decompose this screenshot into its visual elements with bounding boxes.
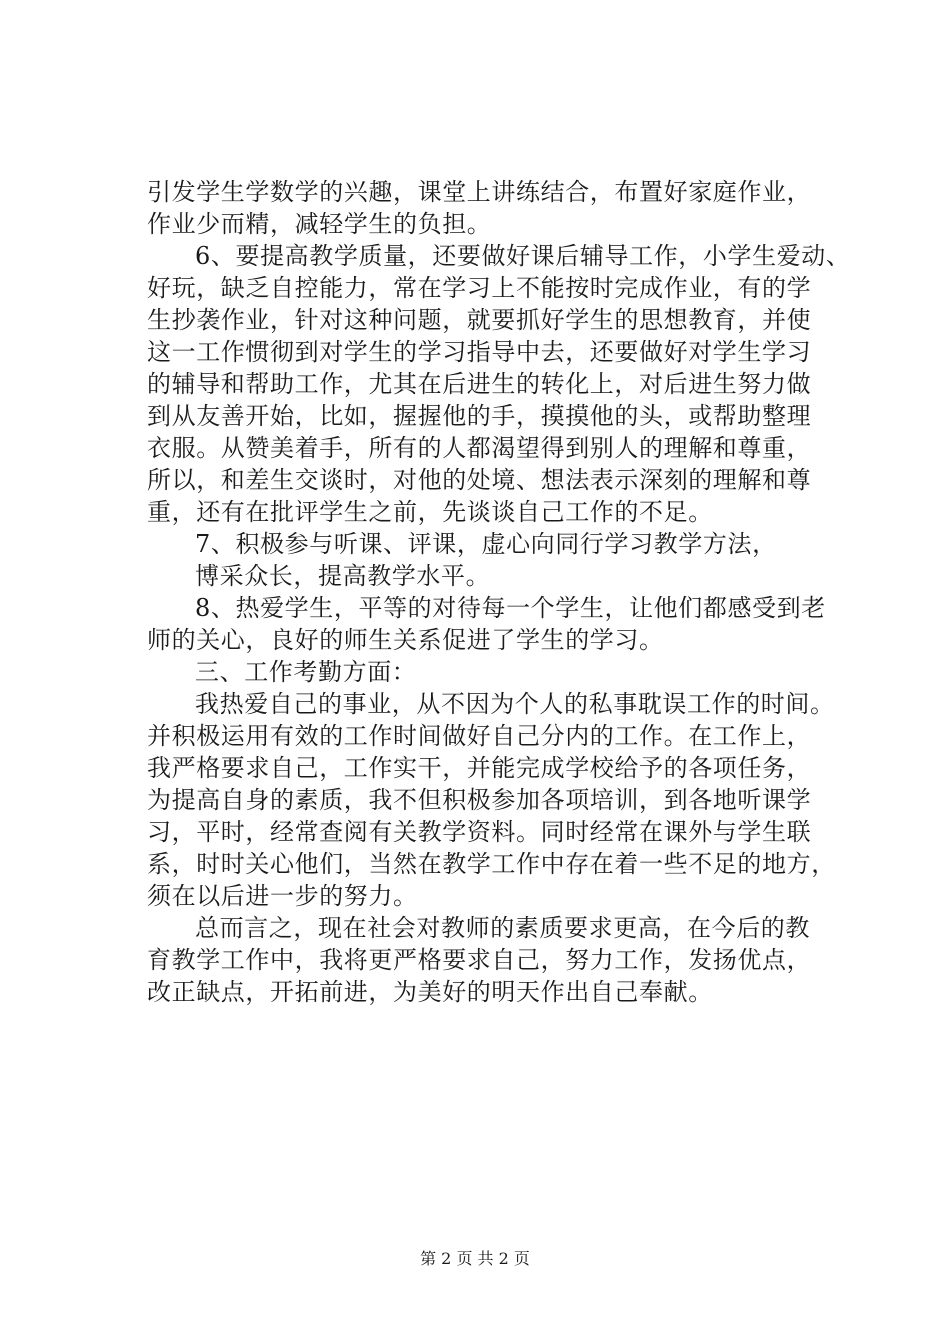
text-line: 7、积极参与听课、评课，虚心向同行学习教学方法， [195, 530, 777, 558]
text-line: 总而言之，现在社会对教师的素质要求更高，在今后的教 [195, 914, 810, 942]
text-line: 重，还有在批评学生之前，先谈谈自己工作的不足。 [147, 498, 713, 526]
text-line: 须在以后进一步的努力。 [147, 882, 418, 910]
text-line: 师的关心，良好的师生关系促进了学生的学习。 [147, 626, 664, 654]
text-line: 育教学工作中，我将更严格要求自己，努力工作，发扬优点， [147, 946, 812, 974]
text-line: 这一工作惯彻到对学生的学习指导中去，还要做好对学生学习 [147, 338, 812, 366]
text-line: 我热爱自己的事业，从不因为个人的私事耽误工作的时间。 [195, 690, 835, 718]
page-number-footer: 第 2 页 共 2 页 [420, 1249, 530, 1268]
document-body [147, 176, 851, 1008]
text-line: 生抄袭作业，针对这种问题，就要抓好学生的思想教育，并使 [147, 306, 812, 334]
text-line: 改正缺点，开拓前进，为美好的明天作出自己奉献。 [147, 978, 713, 1006]
text-line: 8、热爱学生，平等的对待每一个学生，让他们都感受到老 [195, 594, 826, 622]
text-line: 的辅导和帮助工作，尤其在后进生的转化上，对后进生努力做 [147, 370, 812, 398]
text-line: 习，平时，经常查阅有关教学资料。同时经常在课外与学生联 [147, 818, 812, 846]
text-line: 系，时时关心他们，当然在教学工作中存在着一些不足的地方， [147, 850, 836, 878]
text-line: 为提高自身的素质，我不但积极参加各项培训，到各地听课学 [147, 786, 812, 814]
text-line: 博采众长，提高教学水平。 [195, 562, 491, 590]
text-line: 作业少而精，减轻学生的负担。 [147, 210, 492, 238]
section-heading: 三、工作考勤方面： [195, 658, 417, 686]
text-line: 引发学生学数学的兴趣，课堂上讲练结合，布置好家庭作业， [147, 178, 812, 206]
text-line: 到从友善开始，比如，握握他的手，摸摸他的头，或帮助整理 [147, 402, 812, 430]
text-line: 好玩，缺乏自控能力，常在学习上不能按时完成作业，有的学 [147, 274, 812, 302]
text-line: 6、要提高教学质量，还要做好课后辅导工作，小学生爱动、 [195, 242, 851, 270]
text-line: 所以，和差生交谈时，对他的处境、想法表示深刻的理解和尊 [147, 466, 812, 494]
text-line: 并积极运用有效的工作时间做好自己分内的工作。在工作上， [147, 722, 812, 750]
text-line: 衣服。从赞美着手，所有的人都渴望得到别人的理解和尊重， [147, 434, 812, 462]
text-line: 我严格要求自己，工作实干，并能完成学校给予的各项任务， [147, 754, 812, 782]
